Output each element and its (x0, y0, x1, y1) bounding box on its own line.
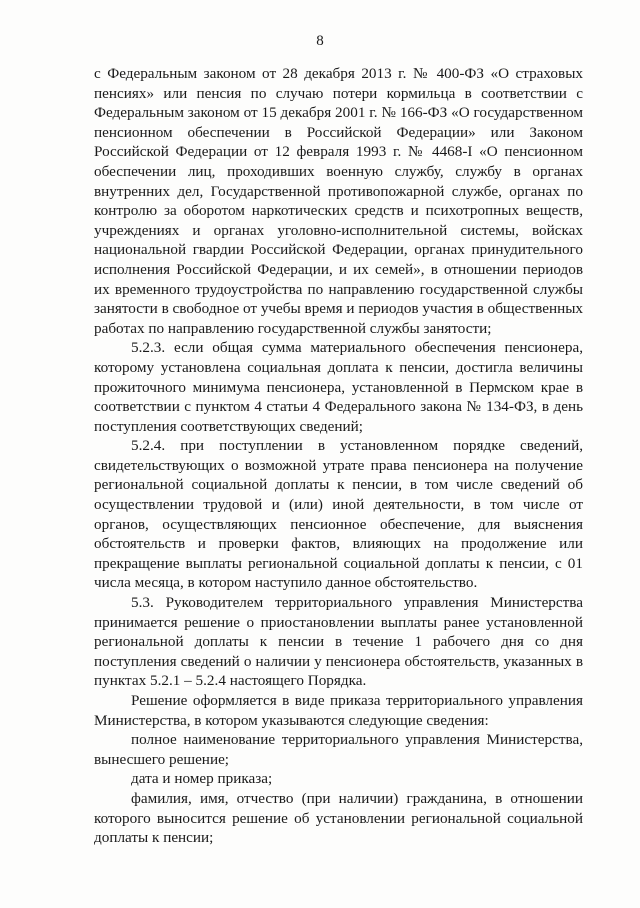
paragraph: полное наименование территориального управления Министерства, вынесшего решение; (94, 731, 583, 768)
paragraph: дата и номер приказа; (131, 770, 273, 788)
body-text (94, 64, 583, 848)
page-number: 8 (316, 33, 324, 49)
paragraph: Решение оформляется в виде приказа территориального управления Министерства, в котором указываются следующие сведения: (94, 692, 583, 729)
paragraph: 5.2.3. если общая сумма материального обеспечения пенсионера, которому установлена социальная доплата к пенсии, достигла величины прожиточного минимума пенсионера, установленной в Пермском крае в соответствии с пунктом 4 статьи 4 Федерального закона № 134-ФЗ, в день поступления соответствующих сведений; (94, 339, 583, 435)
paragraph: фамилия, имя, отчество (при наличии) гражданина, в отношении которого выносится решение об установлении региональной социальной доплаты к пенсии; (94, 789, 583, 847)
paragraph: с Федеральным законом от 28 декабря 2013 г. № 400-ФЗ «О страховых пенсиях» или пенсия по случаю потери кормильца в соответствии с Федеральным законом от 15 декабря 2001 г. № 166-ФЗ «О государственном пенсионном обеспечении в Российской Федерации» или Законом Российской Федерации от 12 февраля 1993 г. № 4468-I «О пенсионном обеспечении лиц, проходивших военную службу, службу в органах внутренних дел, Государственной противопожарной службе, органах по контролю за оборотом наркотических средств и психотропных веществ, учреждениях и органах уголовно-исполнительной системы, войсках национальной гвардии Российской Федерации, органах принудительного исполнения Российской Федерации, и их семей», в отношении периодов их временного трудоустройства по направлению государственной службы занятости в свободное от учебы время и периодов участия в общественных работах по направлению государственной службы занятости; (94, 65, 583, 337)
paragraph: 5.2.4. при поступлении в установленном порядке сведений, свидетельствующих о возможной утрате права пенсионера на получение региональной социальной доплаты к пенсии, в том числе сведений об осуществлении трудовой и (или) иной деятельности, в том числе от органов, осуществляющих пенсионное обеспечение, для выяснения обстоятельств и проверки фактов, влияющих на продолжение или прекращение выплаты региональной социальной доплаты к пенсии, с 01 числа месяца, в котором наступило данное обстоятельство. (94, 437, 583, 592)
paragraph: 5.3. Руководителем территориального управления Министерства принимается решение о приостановлении выплаты ранее установленной региональной доплаты к пенсии в течение 1 рабочего дня со дня поступления сведений о наличии у пенсионера обстоятельств, указанных в пунктах 5.2.1 – 5.2.4 настоящего Порядка. (94, 594, 583, 690)
